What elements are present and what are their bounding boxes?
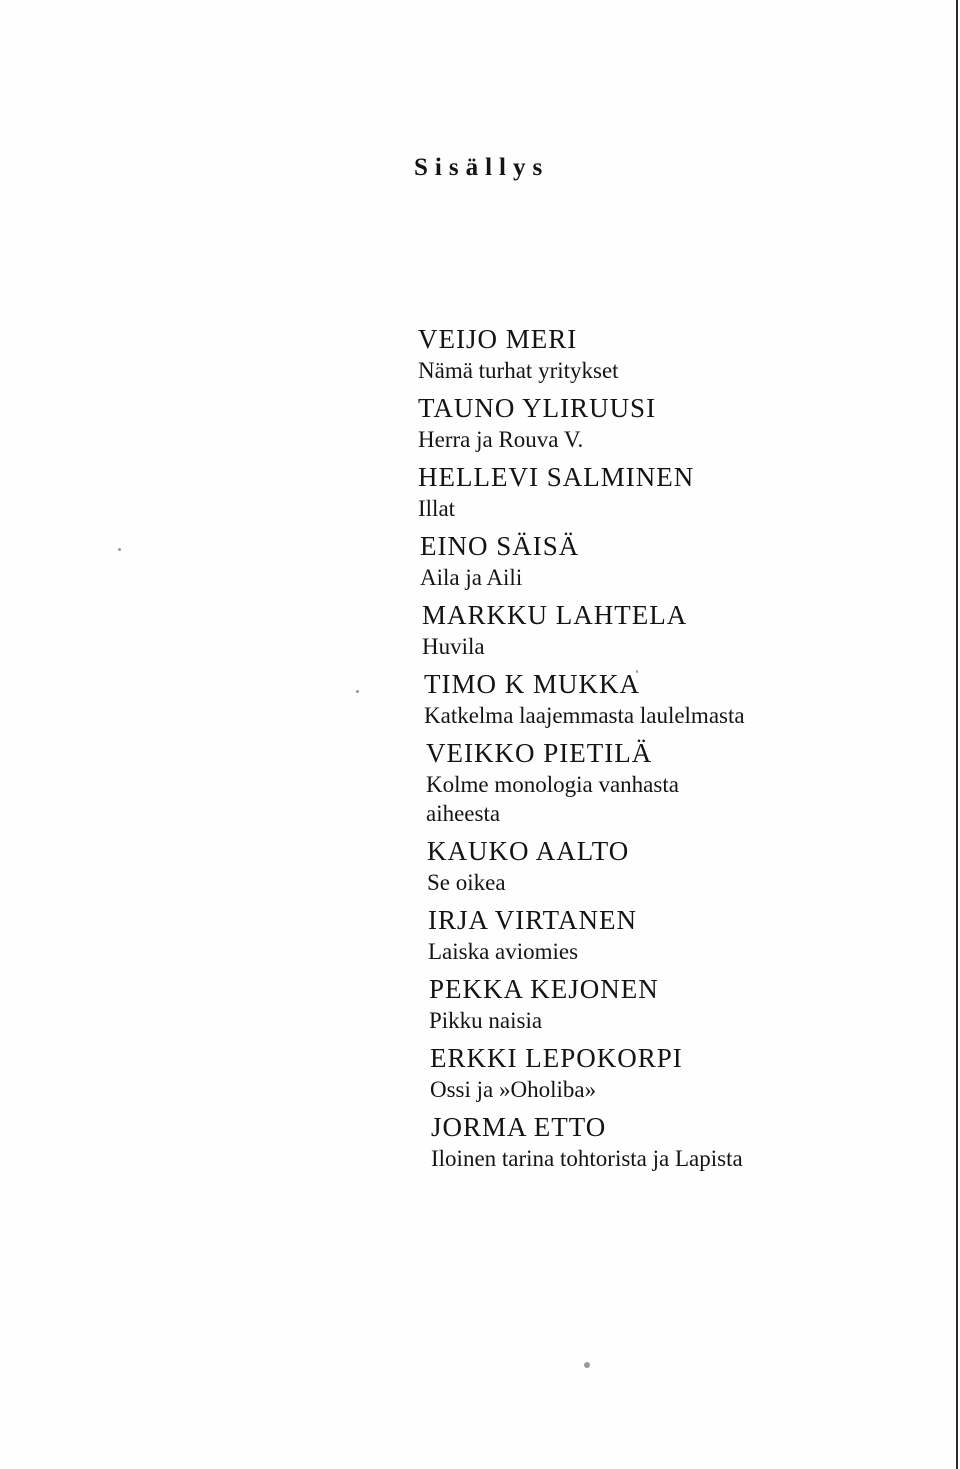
author-name: EINO SÄISÄ — [420, 531, 580, 561]
toc-entry — [427, 834, 938, 897]
author-name: KAUKO AALTO — [427, 836, 630, 866]
work-title: Illat — [418, 496, 456, 521]
table-of-contents — [418, 322, 938, 1179]
author-name: IRJA VIRTANEN — [428, 905, 637, 935]
author-name: MARKKU LAHTELA — [422, 600, 688, 630]
author-name: PEKKA KEJONEN — [429, 974, 659, 1004]
author-name: JORMA ETTO — [431, 1112, 607, 1142]
toc-entry — [431, 1110, 938, 1173]
paper-speck — [584, 1362, 590, 1368]
work-title: Laiska aviomies — [428, 939, 579, 964]
toc-entry — [418, 322, 938, 385]
toc-entry — [422, 598, 938, 661]
paper-speck — [356, 690, 359, 693]
toc-entry — [418, 460, 938, 523]
toc-entry — [430, 1041, 938, 1104]
page-title: Sisällys — [414, 154, 550, 181]
author-name: ERKKI LEPOKORPI — [430, 1043, 683, 1073]
paper-speck — [118, 548, 121, 551]
work-title: Se oikea — [427, 870, 506, 895]
work-title: Kolme monologia vanhasta aiheesta — [426, 772, 679, 826]
work-title: Huvila — [422, 634, 485, 659]
page-edge — [956, 0, 958, 1469]
toc-entry — [426, 736, 938, 828]
work-title: Nämä turhat yritykset — [418, 358, 619, 383]
work-title: Katkelma laajemmasta laulelmasta — [424, 703, 745, 728]
work-title: Iloinen tarina tohtorista ja Lapista — [431, 1146, 743, 1171]
toc-entry — [418, 391, 938, 454]
toc-entry — [429, 972, 938, 1035]
work-title: Ossi ja »Oholiba» — [430, 1077, 597, 1102]
toc-entry — [420, 529, 938, 592]
author-name: TIMO K MUKKA — [424, 669, 640, 699]
author-name: VEIKKO PIETILÄ — [426, 738, 653, 768]
work-title: Herra ja Rouva V. — [418, 427, 584, 452]
work-title: Pikku naisia — [429, 1008, 543, 1033]
author-name: HELLEVI SALMINEN — [418, 462, 695, 492]
work-title: Aila ja Aili — [420, 565, 523, 590]
author-name: TAUNO YLIRUUSI — [418, 393, 657, 423]
author-name: VEIJO MERI — [418, 324, 578, 354]
toc-entry — [428, 903, 938, 966]
toc-entry — [424, 667, 938, 730]
